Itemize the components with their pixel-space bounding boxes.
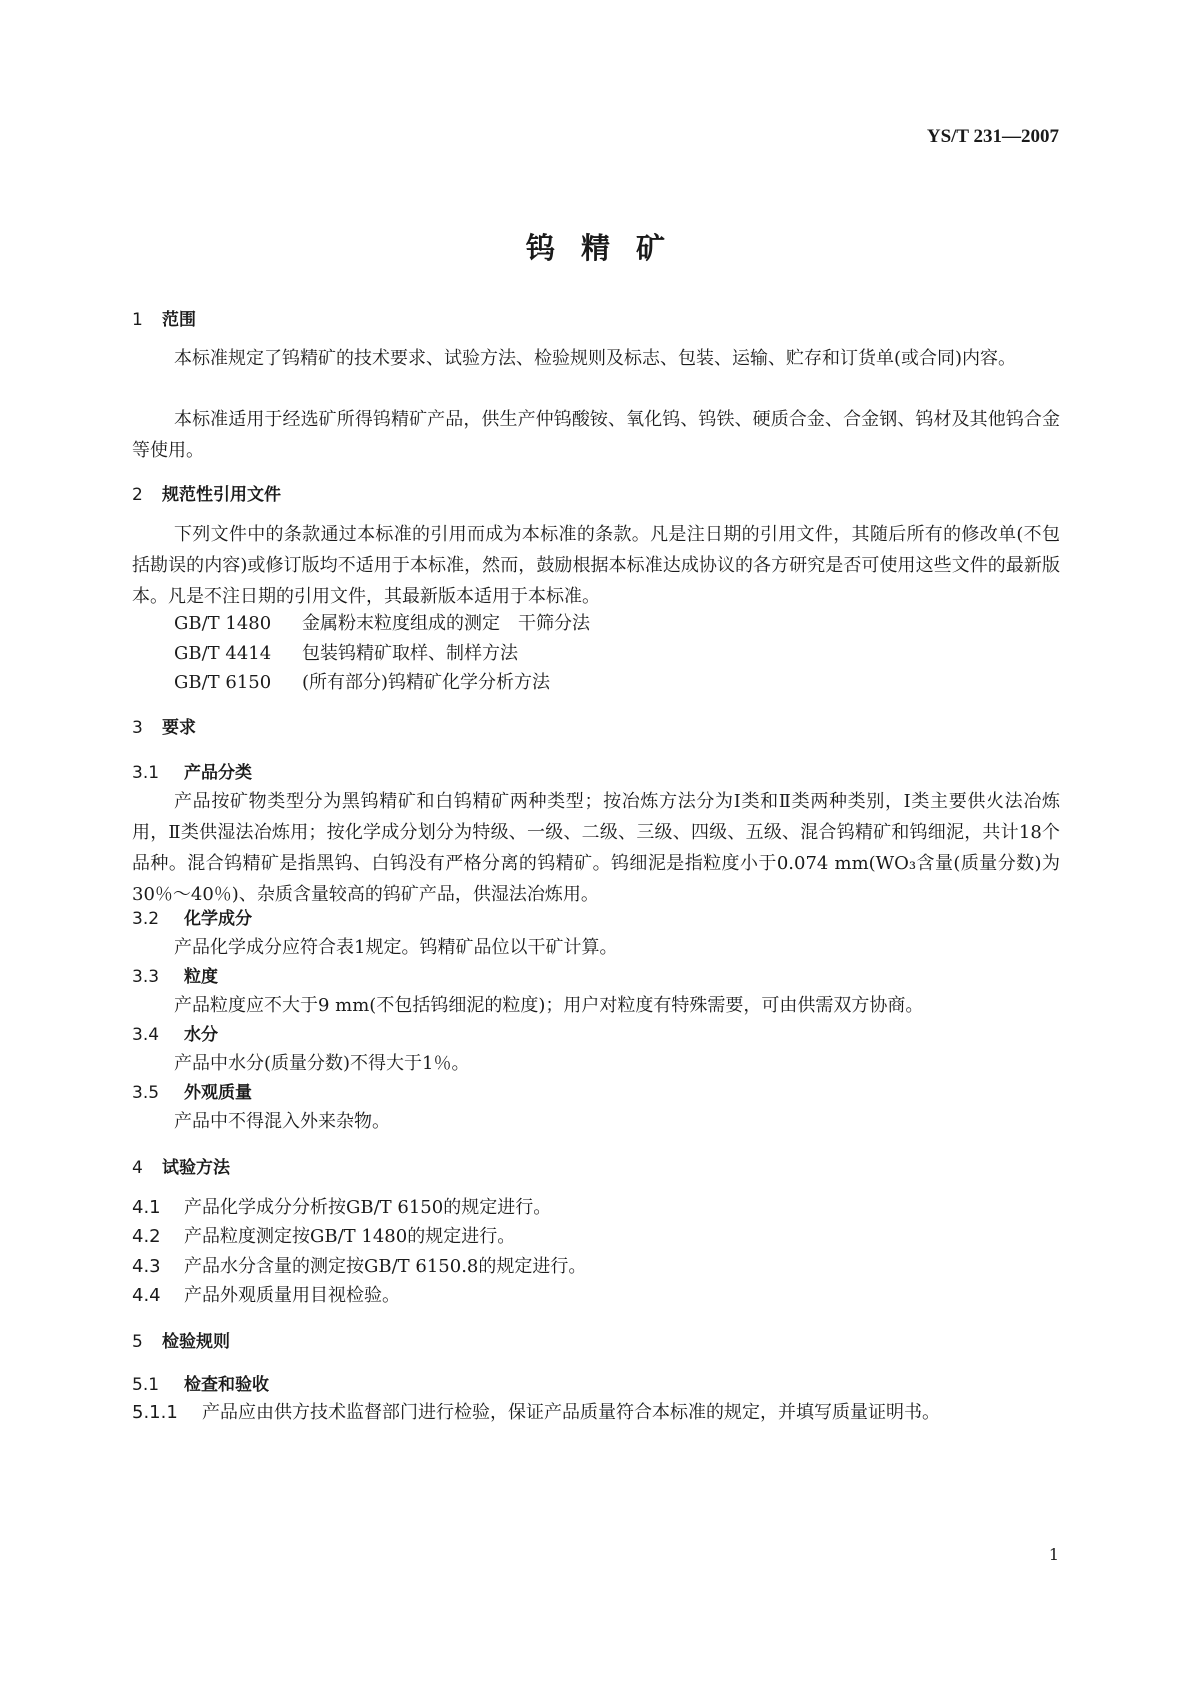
paragraph-moisture: 产品中水分(质量分数)不得大于1％。 — [174, 1053, 470, 1074]
section-heading-1 — [132, 305, 196, 330]
section-number: 1 — [132, 310, 143, 330]
page-number: 1 — [1048, 1545, 1059, 1564]
clause-number: 4.2 — [132, 1226, 161, 1247]
section-number: 3 — [132, 718, 143, 738]
subsection-number: 3.1 — [132, 763, 160, 783]
paragraph-scope-2: 本标准适用于经选矿所得钨精矿产品，供生产仲钨酸铵、氧化钨、钨铁、硬质合金、合金钢、钨材及其他钨合金等使用。 — [132, 409, 1060, 461]
paragraph-particle-size: 产品粒度应不大于9 mm(不包括钨细泥的粒度)；用户对粒度有特殊需要，可由供需双方协商。 — [174, 995, 924, 1016]
section-heading-3 — [132, 713, 196, 738]
section-title: 检验规则 — [162, 1332, 230, 1352]
subsection-number: 3.4 — [132, 1025, 160, 1045]
reference-item — [174, 639, 518, 665]
standard-number: YS/T 231—2007 — [926, 126, 1059, 147]
subsection-title: 水分 — [184, 1025, 218, 1045]
reference-item — [174, 668, 550, 694]
subsection-heading-3-5 — [132, 1078, 252, 1103]
section-title: 范围 — [162, 310, 196, 330]
subsection-title: 检查和验收 — [184, 1375, 269, 1395]
subsection-title: 外观质量 — [184, 1083, 252, 1103]
section-heading-5 — [132, 1327, 230, 1352]
section-title: 规范性引用文件 — [162, 485, 281, 505]
paragraph-chemical-composition: 产品化学成分应符合表1规定。钨精矿品位以干矿计算。 — [174, 937, 618, 958]
section-number: 4 — [132, 1158, 143, 1178]
subsection-number: 3.2 — [132, 909, 160, 929]
subsection-number: 3.5 — [132, 1083, 160, 1103]
section-heading-4 — [132, 1153, 230, 1178]
reference-code: GB/T 4414 — [174, 643, 272, 664]
subsection-heading-3-4 — [132, 1020, 218, 1045]
subsection-heading-3-3 — [132, 962, 218, 987]
paragraph-product-classification: 产品按矿物类型分为黑钨精矿和白钨精矿两种类型；按冶炼方法分为Ⅰ类和Ⅱ类两种类别，Ⅰ类主要供火法冶炼用，Ⅱ类供湿法冶炼用；按化学成分划分为特级、一级、二级、三级、四级、五级、混合钨精矿和钨细泥，共计18个品种。混合钨精矿是指黑钨、白钨没有严格分离的钨精矿。钨细泥是指粒度小于0.074 mm(WO₃含量(质量分数)为30％～40％)、杂质含量较高的钨矿产品，供湿法冶炼用。 — [132, 791, 1060, 905]
clause-item — [132, 1398, 940, 1424]
clause-item — [132, 1252, 586, 1278]
paragraph-appearance: 产品中不得混入外来杂物。 — [174, 1111, 390, 1132]
section-heading-2 — [132, 480, 281, 505]
paragraph-normative-references: 下列文件中的条款通过本标准的引用而成为本标准的条款。凡是注日期的引用文件，其随后所有的修改单(不包括勘误的内容)或修订版均不适用于本标准，然而，鼓励根据本标准达成协议的各方研究是否可使用这些文件的最新版本。凡是不注日期的引用文件，其最新版本适用于本标准。 — [132, 524, 1060, 607]
clause-number: 5.1.1 — [132, 1402, 178, 1423]
clause-number: 4.3 — [132, 1256, 161, 1277]
section-title: 要求 — [162, 718, 196, 738]
clause-item — [132, 1222, 515, 1248]
subsection-heading-3-2 — [132, 904, 252, 929]
subsection-title: 化学成分 — [184, 909, 252, 929]
subsection-title: 粒度 — [184, 967, 218, 987]
section-title: 试验方法 — [162, 1158, 230, 1178]
clause-text: 产品应由供方技术监督部门进行检验，保证产品质量符合本标准的规定，并填写质量证明书。 — [202, 1402, 940, 1423]
subsection-title: 产品分类 — [184, 763, 252, 783]
reference-name: (所有部分)钨精矿化学分析方法 — [302, 672, 551, 693]
reference-name: 金属粉末粒度组成的测定 干筛分法 — [302, 613, 590, 634]
section-number: 2 — [132, 485, 143, 505]
clause-number: 4.1 — [132, 1197, 161, 1218]
clause-text: 产品化学成分分析按GB/T 6150的规定进行。 — [184, 1197, 552, 1218]
reference-code: GB/T 1480 — [174, 613, 272, 634]
reference-item — [174, 609, 590, 635]
reference-code: GB/T 6150 — [174, 672, 272, 693]
subsection-heading-5-1 — [132, 1370, 269, 1395]
clause-text: 产品粒度测定按GB/T 1480的规定进行。 — [184, 1226, 516, 1247]
subsection-heading-3-1 — [132, 758, 252, 783]
reference-name: 包装钨精矿取样、制样方法 — [302, 643, 518, 664]
section-number: 5 — [132, 1332, 143, 1352]
clause-item — [132, 1281, 400, 1307]
clause-item — [132, 1193, 551, 1219]
clause-text: 产品外观质量用目视检验。 — [184, 1285, 400, 1306]
subsection-number: 3.3 — [132, 967, 160, 987]
clause-text: 产品水分含量的测定按GB/T 6150.8的规定进行。 — [184, 1256, 587, 1277]
paragraph-scope-1: 本标准规定了钨精矿的技术要求、试验方法、检验规则及标志、包装、运输、贮存和订货单(或合同)内容。 — [174, 348, 1017, 369]
document-title: 钨精矿 — [525, 231, 691, 265]
clause-number: 4.4 — [132, 1285, 161, 1306]
subsection-number: 5.1 — [132, 1375, 160, 1395]
